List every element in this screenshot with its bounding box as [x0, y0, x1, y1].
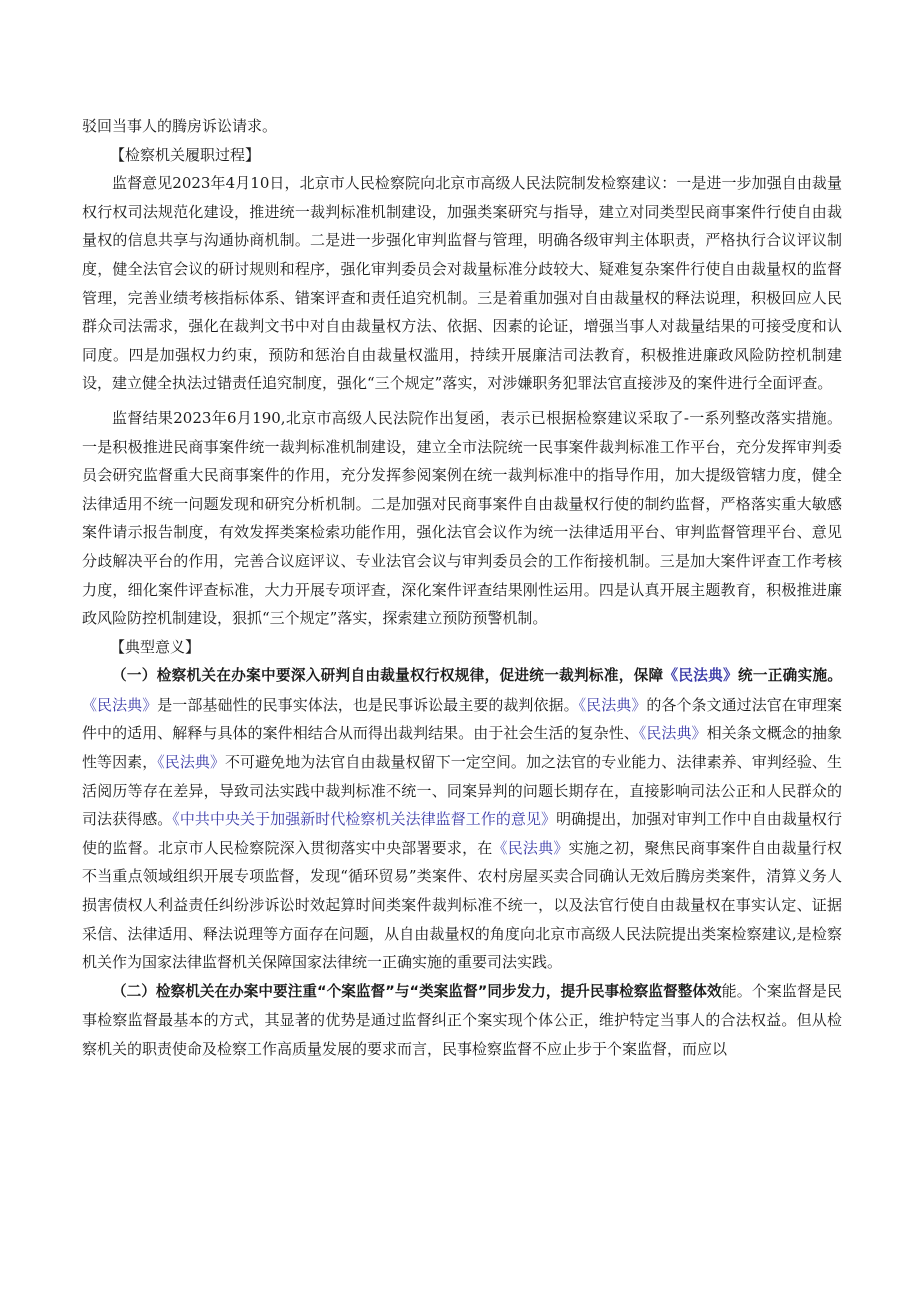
civil-code-link[interactable]: 《民法典》 [492, 838, 569, 857]
supervision-result-label: 监督结果 [112, 408, 174, 427]
body-text: 明确提出，加强对审判工作中自由裁量权行使的监督。北京市人民检察院深入贯彻落实中央部署要求，在 [82, 810, 842, 857]
body-text: 的各个条文通过法官在审理案件中的适用、解释与具体的案件相结合从而得出裁判结果。由于社会生活的复杂性、 [82, 695, 842, 743]
body-text: 实施之初，聚焦民商事案件自由裁量行权不当重点领域组织开展专项监督，发现“循环贸易”类案件、农村房屋买卖合同确认无效后腾房类案件，清算义务人损害债权人利益责任纠纷涉诉讼时效起算时间类案件裁判标准不统一，以及法官行使自由裁量权在事实认定、证据采信、法律适用、释法说理等方面存在问题，从自由裁量权的角度向北京市高级人民法院提出类案检察建议,是检察机关作为国家法律监督机关保障国家法律统一正确实施的重要司法实践。 [82, 838, 842, 972]
paragraph-significance-two [82, 977, 842, 1064]
body-text: 是一部基础性的民事实体法，也是民事诉讼最主要的裁判依据。 [157, 695, 579, 714]
civil-code-link[interactable]: 《民法典》 [578, 695, 647, 714]
central-committee-opinion-link[interactable]: 《中共中央关于加强新时代检察机关法律监督工作的意见》 [172, 810, 557, 829]
civil-code-link[interactable]: 《民法典》 [157, 753, 225, 772]
heading-text: 【检察机关履职过程】 [110, 145, 261, 164]
supervision-opinion-label: 监督意见 [112, 174, 173, 193]
body-text: 能。个案监督是民事检察监督最基本的方式，其显著的优势是通过监督纠正个案实现个体公正，维护特定当事人的合法权益。但从检察机关的职责使命及检察工作高质量发展的要求而言，民事检察监督不应止步于个案监督，而应以 [82, 981, 842, 1058]
significance-one-bold-a: （一）检察机关在办案中要深入研判自由裁量权行权规律，促进统一裁判标准，保障 [112, 667, 664, 685]
paragraph-supervision-result [82, 404, 842, 633]
ruling-end-text: 驳回当事人的腾房诉讼请求。 [82, 117, 278, 135]
paragraph-supervision-opinion [82, 169, 842, 398]
supervision-opinion-text: 2023年4月10日，北京市人民检察院向北京市高级人民法院制发检察建议：一是进一步加强自由裁量权行权司法规范化建设，推进统一裁判标准机制建设，加强类案研究与指导，建立对同类型民商事案件行使自由裁量权的信息共享与沟通协商机制。二是进一步强化审判监督与管理，明确各级审判主体职责，严格执行合议评议制度，健全法官会议的研讨规则和程序，强化审判委员会对裁量标准分歧较大、疑难复杂案件行使自由裁量权的监督管理，完善业绩考核指标体系、错案评查和责任追究机制。三是着重加强对自由裁量权的释法说理，积极回应人民群众司法需求，强化在裁判文书中对自由裁量权方法、依据、因素的论证，增强当事人对裁量结果的可接受度和认同度。四是加强权力约束，预防和惩治自由裁量权滥用，持续开展廉洁司法教育，积极推进廉政风险防控机制建设，建立健全执法过错责任追究制度，强化“三个规定”落实，对涉嫌职务犯罪法官直接涉及的案件进行全面评查。 [82, 174, 842, 393]
section-heading-typical-significance [82, 633, 842, 662]
significance-one-bold-b: 统一正确实施。 [737, 667, 842, 685]
body-text: 不可避免地为法官自由裁量权留下一定空间。加之法官的专业能力、法律素养、审判经验、生活阅历等存在差异，导致司法实践中裁判标准不统一、同案异判的问题长期存在，直接影响司法公正和人民群众的司法获得感。 [82, 753, 842, 829]
civil-code-link[interactable]: 《民法典》 [663, 667, 738, 685]
paragraph-significance-one [82, 661, 842, 977]
section-heading-procuratorate-process [82, 141, 842, 170]
significance-two-bold: （二）检察机关在办案中要注重“个案监督”与“类案监督”同步发力，提升民事检察监督整体效 [112, 982, 722, 1000]
civil-code-link[interactable]: 《民法典》 [638, 724, 707, 743]
civil-code-link[interactable]: 《民法典》 [82, 695, 158, 714]
heading-text: 【典型意义】 [110, 637, 201, 656]
body-text: 相关条文概念的抽象性等因素， [82, 724, 842, 772]
document-body [82, 112, 842, 1064]
paragraph-ruling-end [82, 112, 842, 141]
supervision-result-text: 2023年6月190,北京市高级人民法院作出复函，表示已根据检察建议采取了-一系列整改落实措施。一是积极推进民商事案件统一裁判标准机制建设，建立全市法院统一民事案件裁判标准工作平台，充分发挥审判委员会研究监督重大民商事案件的作用，充分发挥参阅案例在统一裁判标准中的指导作用，加大提级管辖力度，健全法律适用不统一问题发现和研究分析机制。二是加强对民商事案件自由裁量权行使的制约监督，严格落实重大敏感案件请示报告制度，有效发挥类案检索功能作用，强化法官会议作为统一法律适用平台、审判监督管理平台、意见分歧解决平台的作用，完善合议庭评议、专业法官会议与审判委员会的工作衔接机制。三是加大案件评查工作考核力度，细化案件评查标准，大力开展专项评查，深化案件评查结果刚性运用。四是认真开展主题教育，积极推进廉政风险防控机制建设，狠抓“三个规定”落实，探索建立预防预警机制。 [82, 408, 842, 628]
